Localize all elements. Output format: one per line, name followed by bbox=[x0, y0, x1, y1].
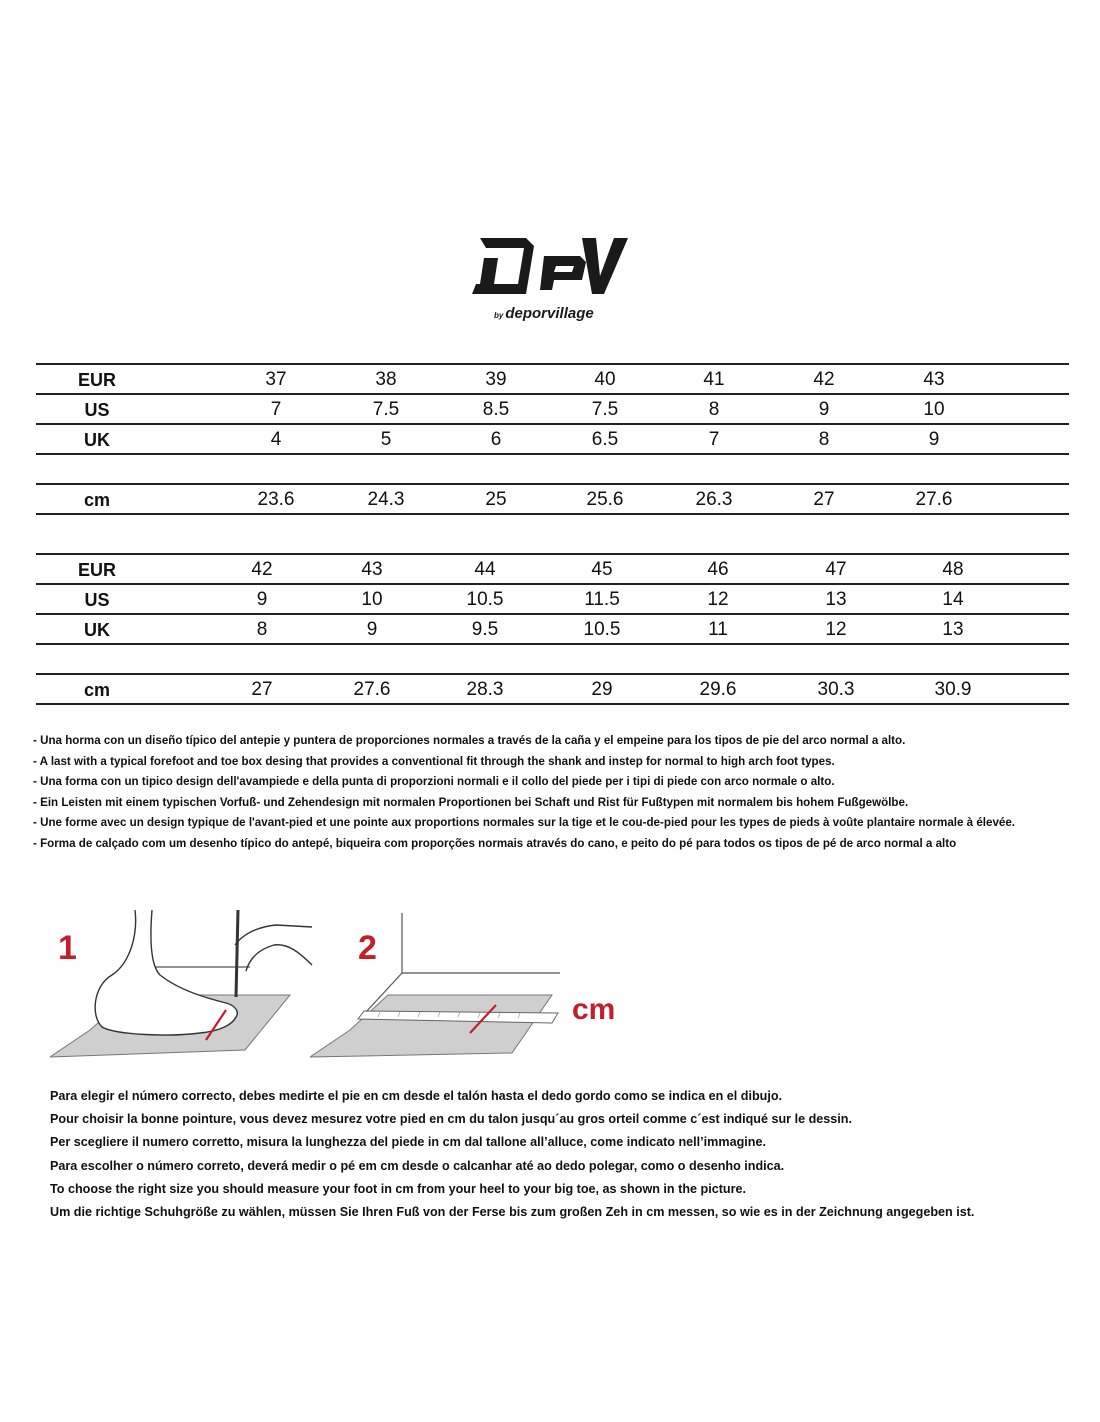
row-header: cm bbox=[83, 680, 110, 700]
table-cell: 7.5 bbox=[372, 399, 400, 420]
row-header: US bbox=[84, 590, 110, 610]
instruction-line: To choose the right size you should measure your foot in cm from your heel to your big toe, as shown in the picture. bbox=[50, 1181, 747, 1196]
dpv-logo-icon bbox=[468, 232, 633, 302]
table-cell: 27 bbox=[251, 679, 273, 700]
description-line: - Une forme avec un design typique de l'avant-pied et une pointe aux proportions normales sur la tige et le cou-de-pied pour les types de pieds à voûte plantaire normale à élevée. bbox=[33, 816, 1016, 830]
table-cell: 37 bbox=[265, 369, 287, 390]
table-cell: 43 bbox=[361, 559, 383, 580]
instruction-line: Um die richtige Schuhgröße zu wählen, müssen Sie Ihren Fuß von der Ferse bis zum großen Zeh in cm messen, so wie es in der Zeichnung angegeben ist. bbox=[50, 1205, 975, 1220]
table-cell: 7.5 bbox=[591, 399, 619, 420]
table-cell: 42 bbox=[813, 369, 835, 390]
table-cell: 8 bbox=[708, 399, 720, 420]
table-cell: 9 bbox=[256, 589, 268, 610]
table-cell: 27 bbox=[813, 489, 835, 510]
table-cell: 8.5 bbox=[482, 399, 510, 420]
table-cell: 46 bbox=[707, 559, 729, 580]
instruction-line: Para escolher o número correto, deverá medir o pé em cm desde o calcanhar até ao dedo polegar, como o desenho indica. bbox=[50, 1158, 785, 1173]
row-header: EUR bbox=[77, 370, 116, 390]
table-cell: 40 bbox=[594, 369, 616, 390]
row-header: EUR bbox=[77, 560, 116, 580]
instruction-line: Para elegir el número correcto, debes medirte el pie en cm desde el talón hasta el dedo gordo como se indica en el dibujo. bbox=[50, 1089, 783, 1103]
row-header: UK bbox=[84, 620, 110, 640]
table-row bbox=[36, 485, 1069, 515]
instruction-line: Pour choisir la bonne pointure, vous devez mesurez votre pied en cm du talon jusqu´au gros orteil comme c´est indiqué sur le dessin. bbox=[50, 1112, 852, 1127]
table-cell: 11 bbox=[708, 619, 728, 640]
table-cell: 38 bbox=[375, 369, 397, 390]
table-cell: 48 bbox=[942, 559, 964, 580]
table-cell: 7 bbox=[270, 399, 282, 420]
table-cell: 10.5 bbox=[583, 619, 621, 640]
table-cell: 7 bbox=[708, 429, 720, 450]
table-cell: 8 bbox=[818, 429, 830, 450]
brand-name: deporvillage bbox=[505, 305, 594, 322]
description-line: - Una horma con un diseño típico del antepie y puntera de proporciones normales a través de la caña y el empeine para los tipos de pie del arco normal a alto. bbox=[33, 734, 906, 747]
table-cell: 6.5 bbox=[591, 429, 619, 450]
ruler-icon bbox=[310, 905, 570, 1065]
table-row bbox=[36, 365, 1069, 395]
table-cell: 9 bbox=[366, 619, 378, 640]
table-cell: 6 bbox=[490, 429, 502, 450]
table-cell: 23.6 bbox=[257, 489, 295, 510]
table-cell: 45 bbox=[591, 559, 613, 580]
table-cell: 26.3 bbox=[695, 489, 733, 510]
measure-illustration bbox=[40, 905, 640, 1065]
row-header: cm bbox=[83, 490, 110, 510]
table-cell: 24.3 bbox=[367, 489, 405, 510]
table-cell: 25 bbox=[485, 489, 507, 510]
table-cell: 10 bbox=[923, 399, 945, 420]
table-cell: 27.6 bbox=[353, 679, 391, 700]
last-descriptions bbox=[33, 731, 1093, 855]
brand-tagline bbox=[494, 305, 634, 322]
table-cell: 14 bbox=[942, 589, 964, 610]
table-cell: 39 bbox=[485, 369, 507, 390]
description-line: - Forma de calçado com um desenho típico do antepé, biqueira com proporções normais através do cano, e peito do pé para todos os tipos de pé de arco normal a alto bbox=[33, 836, 957, 850]
table-row bbox=[36, 455, 1069, 485]
foot-measure-icon bbox=[50, 905, 320, 1065]
table-cell: 13 bbox=[825, 589, 847, 610]
table-cell: 9 bbox=[818, 399, 830, 420]
table-cell: 43 bbox=[923, 369, 945, 390]
table-row bbox=[36, 585, 1069, 615]
table-cell: 11.5 bbox=[584, 589, 620, 610]
table-cell: 30.3 bbox=[817, 679, 855, 700]
table-row bbox=[36, 395, 1069, 425]
table-cell: 12 bbox=[825, 619, 847, 640]
table-cell: 9 bbox=[928, 429, 940, 450]
step-2-number: 2 bbox=[358, 929, 377, 967]
table-cell: 47 bbox=[825, 559, 847, 580]
table-row bbox=[36, 675, 1069, 705]
table-cell: 29.6 bbox=[699, 679, 737, 700]
table-cell: 12 bbox=[707, 589, 729, 610]
description-line: - Una forma con un tipico design dell'avampiede e della punta di proporzioni normali e il collo del piede per i tipi di piede con arco normale o alto. bbox=[33, 775, 835, 789]
table-cell: 13 bbox=[942, 619, 964, 640]
table-cell: 8 bbox=[256, 619, 268, 640]
table-cell: 4 bbox=[270, 429, 282, 450]
table-cell: 9.5 bbox=[471, 619, 499, 640]
description-line: - A last with a typical forefoot and toe box desing that provides a conventional fit through the shank and instep for normal to high arch foot types. bbox=[33, 754, 835, 768]
table-cell: 41 bbox=[703, 369, 725, 390]
cm-unit-label: cm bbox=[572, 993, 616, 1026]
table-cell: 5 bbox=[380, 429, 392, 450]
row-header: UK bbox=[84, 430, 110, 450]
table-cell: 42 bbox=[251, 559, 273, 580]
instruction-line: Per scegliere il numero corretto, misura la lunghezza del piede in cm dal tallone all’alluce, come indicato nell’immagine. bbox=[50, 1135, 766, 1150]
table-row bbox=[36, 425, 1069, 455]
table-cell: 28.3 bbox=[466, 679, 504, 700]
table-cell: 10.5 bbox=[466, 589, 504, 610]
table-cell: 30.9 bbox=[934, 679, 972, 700]
table-row bbox=[36, 615, 1069, 645]
table-row bbox=[36, 645, 1069, 675]
table-cell: 27.6 bbox=[915, 489, 953, 510]
table-cell: 44 bbox=[474, 559, 496, 580]
table-cell: 10 bbox=[361, 589, 383, 610]
table-cell: 25.6 bbox=[586, 489, 624, 510]
description-line: - Ein Leisten mit einem typischen Vorfuß- und Zehendesign mit normalen Proportionen bei Schaft und Rist für Fußtypen mit normalem bis hohem Fußgewölbe. bbox=[33, 795, 909, 809]
table-cell: 29 bbox=[591, 679, 613, 700]
table-row bbox=[36, 555, 1069, 585]
row-header: US bbox=[84, 400, 110, 420]
measure-instructions bbox=[50, 1085, 1090, 1224]
step-1-number: 1 bbox=[58, 929, 77, 967]
brand-by: by bbox=[494, 311, 504, 320]
